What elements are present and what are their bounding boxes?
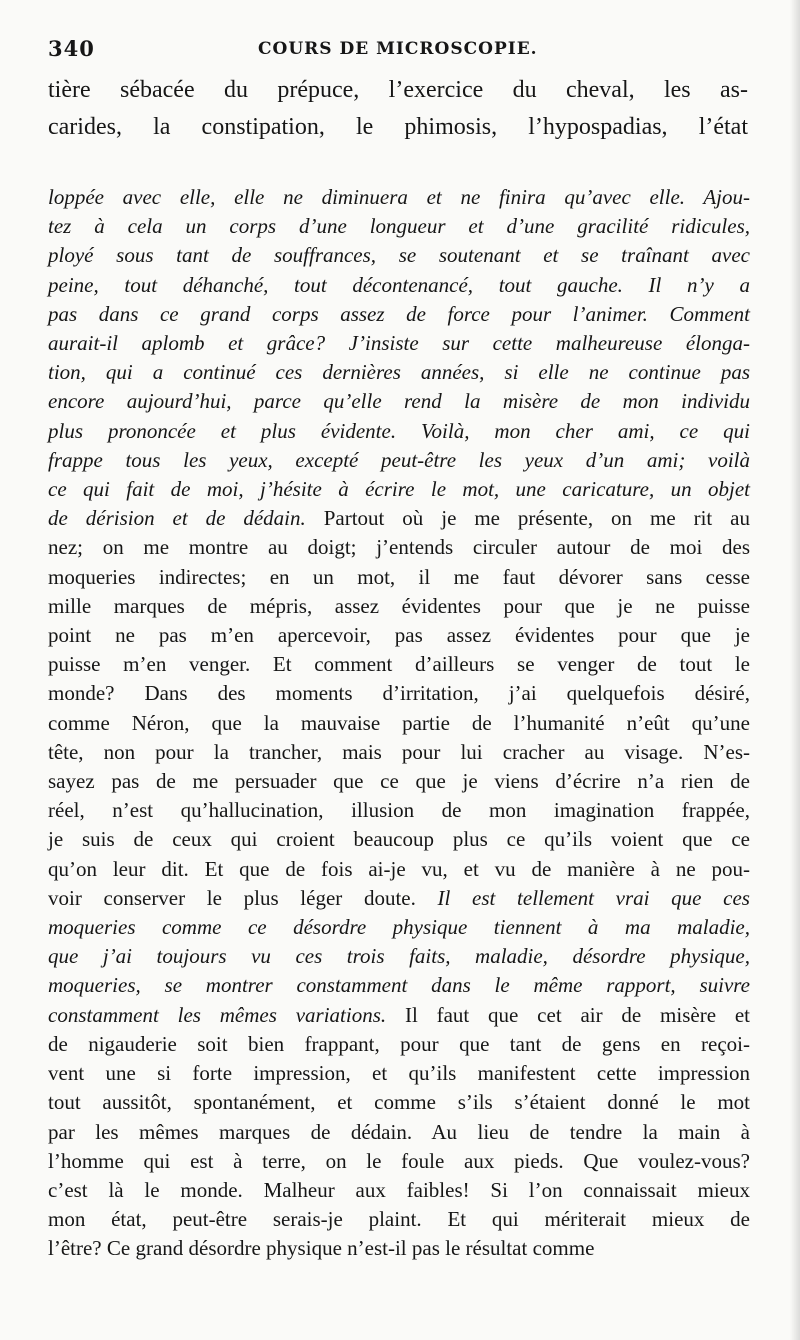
text-line xyxy=(48,592,750,621)
text-line xyxy=(48,358,750,387)
quoted-passage xyxy=(48,183,750,1264)
roman-run: Il faut que cet air de misère et xyxy=(386,1002,750,1027)
roman-run: je suis de ceux qui croient beaucoup plus ce qu’ils voient que ce xyxy=(48,827,750,852)
roman-run: sayez pas de me persuader que ce que je viens d’écrire n’a rien de xyxy=(48,769,750,794)
text-line xyxy=(48,767,750,796)
text-line xyxy=(48,796,750,825)
italic-run: ployé sous tant de souffrances, se soutenant et se traînant avec xyxy=(48,243,750,268)
text-line xyxy=(48,709,750,738)
text-line xyxy=(48,650,750,679)
italic-run: encore aujourd’hui, parce qu’elle rend la misère de mon individu xyxy=(48,389,750,414)
text-line xyxy=(48,300,750,329)
text-line xyxy=(48,971,750,1000)
roman-run: par les mêmes marques de dédain. Au lieu de tendre la main à xyxy=(48,1119,750,1144)
text-line xyxy=(48,1205,750,1234)
roman-run: puisse m’en venger. Et comment d’ailleurs se venger de tout le xyxy=(48,652,750,677)
roman-run: réel, n’est qu’hallucination, illusion de mon imagination frappée, xyxy=(48,798,750,823)
italic-run: pas dans ce grand corps assez de force pour l’animer. Comment xyxy=(48,301,750,326)
italic-run: moqueries comme ce désordre physique tiennent à ma maladie, xyxy=(48,915,750,940)
text-line: tière sébacée du prépuce, l’exercice du cheval, les as- xyxy=(48,77,748,103)
text-line xyxy=(48,1030,750,1059)
text-line xyxy=(48,475,750,504)
roman-run: l’homme qui est à terre, on le foule aux pieds. Que voulez-vous? xyxy=(48,1148,750,1173)
text-line xyxy=(48,1147,750,1176)
roman-run: vent une si forte impression, et qu’ils manifestent cette impression xyxy=(48,1061,750,1086)
italic-run: tez à cela un corps d’une longueur et d’une gracilité ridicules, xyxy=(48,214,750,239)
italic-run: frappe tous les yeux, excepté peut-être les yeux d’un ami; voilà xyxy=(48,447,750,472)
text-line xyxy=(48,563,750,592)
text-line xyxy=(48,1234,750,1263)
text-line xyxy=(48,387,750,416)
text-line xyxy=(48,212,750,241)
page-edge-shadow xyxy=(790,0,800,1340)
text-line xyxy=(48,533,750,562)
roman-run: mille marques de mépris, assez évidentes pour que je ne puisse xyxy=(48,593,750,618)
italic-run: plus prononcée et plus évidente. Voilà, mon cher ami, ce qui xyxy=(48,418,750,443)
text-line xyxy=(48,825,750,854)
italic-run: que j’ai toujours vu ces trois faits, maladie, désordre physique, xyxy=(48,944,750,969)
italic-run: ce qui fait de moi, j’hésite à écrire le mot, une caricature, un objet xyxy=(48,477,750,502)
text-line xyxy=(48,679,750,708)
italic-run: moqueries, se montrer constamment dans le même rapport, suivre xyxy=(48,973,750,998)
text-line xyxy=(48,913,750,942)
text-line xyxy=(48,1088,750,1117)
italic-run: constamment les mêmes variations. xyxy=(48,1002,387,1027)
roman-run: qu’on leur dit. Et que de fois ai-je vu, et vu de manière à ne pou- xyxy=(48,856,750,881)
text-line xyxy=(48,183,750,212)
text-line xyxy=(48,417,750,446)
text-line xyxy=(48,1176,750,1205)
roman-run: moqueries indirectes; en un mot, il me faut dévorer sans cesse xyxy=(48,564,750,589)
text-line xyxy=(48,942,750,971)
running-head xyxy=(48,36,748,66)
running-title: COURS DE MICROSCOPIE. xyxy=(258,39,538,59)
italic-run: tion, qui a continué ces dernières années, si elle ne continue pas xyxy=(48,360,750,385)
italic-run: Il est tellement vrai que ces xyxy=(415,885,750,910)
roman-run: c’est là le monde. Malheur aux faibles! Si l’on connaissait mieux xyxy=(48,1177,750,1202)
text-line: carides, la constipation, le phimosis, l’hypospadias, l’état xyxy=(48,114,748,140)
text-line xyxy=(48,241,750,270)
roman-run: mon état, peut-être serais-je plaint. Et qui mériterait mieux de xyxy=(48,1207,750,1232)
text-line xyxy=(48,1059,750,1088)
text-line xyxy=(48,1118,750,1147)
roman-run: nez; on me montre au doigt; j’entends circuler autour de moi des xyxy=(48,535,750,560)
roman-run: de nigauderie soit bien frappant, pour que tant de gens en reçoi- xyxy=(48,1031,750,1056)
roman-run: voir conserver le plus léger doute. xyxy=(48,885,416,910)
text-line xyxy=(48,504,750,533)
text-line xyxy=(48,855,750,884)
roman-run: tout aussitôt, spontanément, et comme s’ils s’étaient donné le mot xyxy=(48,1090,750,1115)
text-line xyxy=(48,621,750,650)
italic-run: aurait-il aplomb et grâce? J’insiste sur cette malheureuse élonga- xyxy=(48,331,750,356)
roman-run: monde? Dans des moments d’irritation, j’ai quelquefois désiré, xyxy=(48,681,750,706)
italic-run: loppée avec elle, elle ne diminuera et ne finira qu’avec elle. Ajou- xyxy=(48,185,750,209)
text-line xyxy=(48,271,750,300)
italic-run: de dérision et de dédain. xyxy=(48,506,306,531)
text-line xyxy=(48,329,750,358)
roman-run: point ne pas m’en apercevoir, pas assez évidentes pour que je xyxy=(48,623,750,648)
roman-run: l’être? Ce grand désordre physique n’est-il pas le résultat comme xyxy=(48,1236,595,1261)
top-paragraph xyxy=(48,72,748,146)
roman-run: comme Néron, que la mauvaise partie de l’humanité n’eût qu’une xyxy=(48,710,750,735)
text-line xyxy=(48,446,750,475)
roman-run: tête, non pour la trancher, mais pour lui cracher au visage. N’es- xyxy=(48,739,750,764)
text-line xyxy=(48,738,750,767)
italic-run: peine, tout déhanché, tout décontenancé, tout gauche. Il n’y a xyxy=(48,272,750,297)
page-number: 340 xyxy=(48,36,95,61)
text-line xyxy=(48,884,750,913)
roman-run: Partout où je me présente, on me rit au xyxy=(305,506,750,531)
text-line xyxy=(48,1001,750,1030)
